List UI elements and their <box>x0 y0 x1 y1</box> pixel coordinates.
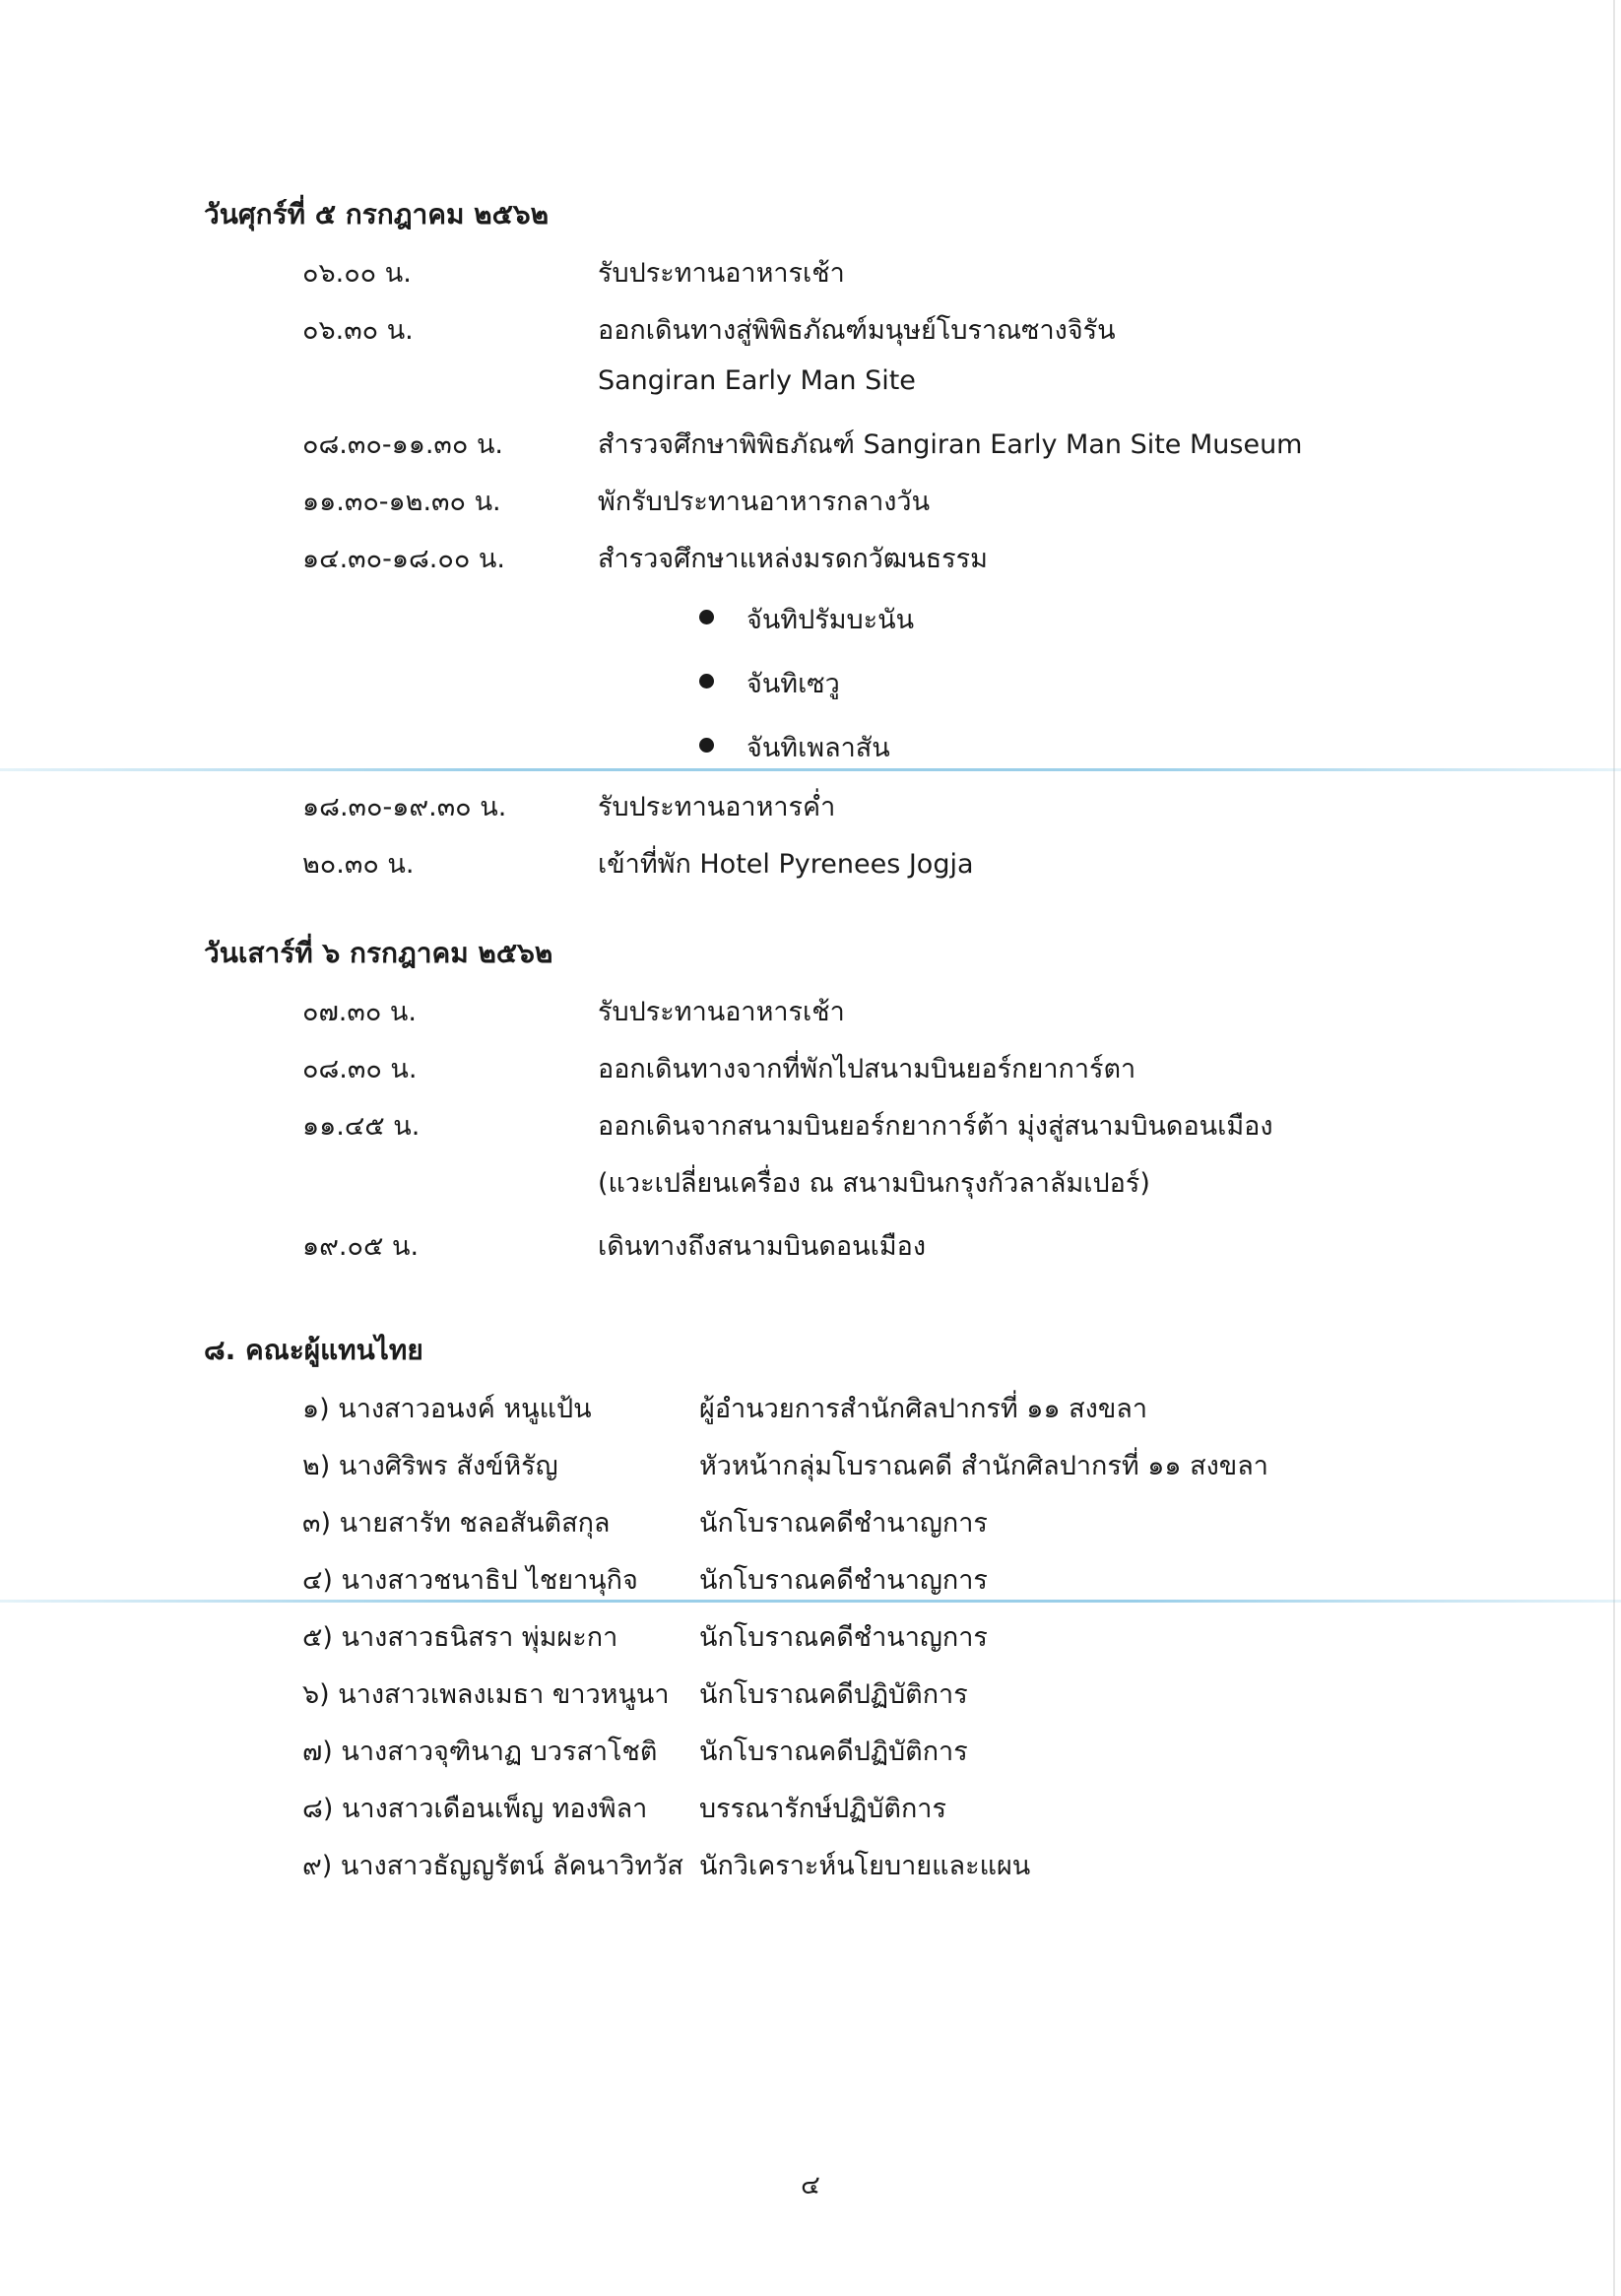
schedule-time: ๐๗.๓๐ น. <box>302 997 417 1027</box>
member-name: ๗) นางสาวจุฑินาฏ บวรสาโชติ <box>302 1737 658 1767</box>
member-role: นักโบราณคดีชำนาญการ <box>699 1508 988 1539</box>
schedule-time: ๑๙.๐๕ น. <box>302 1231 420 1262</box>
member-role: นักโบราณคดีปฏิบัติการ <box>699 1737 968 1767</box>
page-number: ๔ <box>801 2171 820 2200</box>
member-role: นักโบราณคดีชำนาญการ <box>699 1565 988 1596</box>
schedule-activity: รับประทานอาหารค่ำ <box>598 792 836 822</box>
member-role: บรรณารักษ์ปฏิบัติการ <box>699 1794 946 1824</box>
schedule-time: ๐๘.๓๐ น. <box>302 1054 418 1084</box>
schedule-activity: สำรวจศึกษาแหล่งมรดกวัฒนธรรม <box>598 544 988 574</box>
member-role: นักวิเคราะห์นโยบายและแผน <box>699 1851 1031 1881</box>
member-name: ๓) นายสารัท ชลอสันติสกุล <box>302 1508 611 1539</box>
schedule-time: ๑๑.๓๐-๑๒.๓๐ น. <box>302 487 501 517</box>
member-name: ๔) นางสาวชนาธิป ไชยานุกิจ <box>302 1565 638 1596</box>
bullet-dot-icon <box>699 738 714 753</box>
schedule-time: ๐๖.๓๐ น. <box>302 315 414 346</box>
schedule-time: ๑๘.๓๐-๑๙.๓๐ น. <box>302 792 507 822</box>
member-name: ๙) นางสาวธัญญรัตน์ ลัคนาวิทวัส <box>302 1851 683 1881</box>
member-name: ๑) นางสาวอนงค์ หนูแป้น <box>302 1394 592 1424</box>
bullet-item: จันทิเพลาสัน <box>746 733 890 763</box>
bullet-dot-icon <box>699 610 714 624</box>
day1-heading: วันศุกร์ที่ ๕ กรกฎาคม ๒๕๖๒ <box>204 198 550 230</box>
day2-heading: วันเสาร์ที่ ๖ กรกฎาคม ๒๕๖๒ <box>204 937 553 969</box>
member-name: ๖) นางสาวเพลงเมธา ขาวหนูนา <box>302 1679 670 1710</box>
schedule-time: ๐๖.๐๐ น. <box>302 258 412 289</box>
member-role: นักโบราณคดีชำนาญการ <box>699 1622 988 1653</box>
schedule-activity: ออกเดินจากสนามบินยอร์กยาการ์ต้า มุ่งสู่สนามบินดอนเมือง <box>598 1111 1273 1142</box>
delegation-heading: ๘. คณะผู้แทนไทย <box>204 1334 423 1366</box>
member-role: ผู้อำนวยการสำนักศิลปากรที่ ๑๑ สงขลา <box>699 1394 1147 1424</box>
schedule-activity: พักรับประทานอาหารกลางวัน <box>598 487 931 517</box>
scan-artifact-line <box>0 768 1621 771</box>
schedule-activity: ออกเดินทางสู่พิพิธภัณฑ์มนุษย์โบราณซางจิรัน <box>598 315 1116 346</box>
member-name: ๕) นางสาวธนิสรา พุ่มผะกา <box>302 1622 618 1653</box>
schedule-time: ๒๐.๓๐ น. <box>302 849 415 880</box>
member-name: ๒) นางศิริพร สังข์หิรัญ <box>302 1451 558 1481</box>
schedule-activity: ออกเดินทางจากที่พักไปสนามบินยอร์กยาการ์ตา <box>598 1054 1136 1084</box>
schedule-activity: รับประทานอาหารเช้า <box>598 258 845 289</box>
schedule-activity: เดินทางถึงสนามบินดอนเมือง <box>598 1231 927 1262</box>
page-edge <box>1613 0 1615 2296</box>
schedule-activity-continued: Sangiran Early Man Site <box>598 365 916 396</box>
bullet-dot-icon <box>699 674 714 689</box>
member-role: นักโบราณคดีปฏิบัติการ <box>699 1679 968 1710</box>
schedule-time: ๐๘.๓๐-๑๑.๓๐ น. <box>302 429 503 460</box>
schedule-time: ๑๔.๓๐-๑๘.๐๐ น. <box>302 544 505 574</box>
bullet-item: จันทิเซวู <box>746 669 840 699</box>
schedule-time: ๑๑.๔๕ น. <box>302 1111 421 1142</box>
member-role: หัวหน้ากลุ่มโบราณคดี สำนักศิลปากรที่ ๑๑ สงขลา <box>699 1451 1268 1481</box>
schedule-activity-continued: (แวะเปลี่ยนเครื่อง ณ สนามบินกรุงกัวลาลัมเปอร์) <box>598 1168 1150 1199</box>
schedule-activity: สำรวจศึกษาพิพิธภัณฑ์ Sangiran Early Man Site Museum <box>598 429 1303 460</box>
schedule-activity: รับประทานอาหารเช้า <box>598 997 845 1027</box>
schedule-activity: เข้าที่พัก Hotel Pyrenees Jogja <box>598 849 974 880</box>
member-name: ๘) นางสาวเดือนเพ็ญ ทองพิลา <box>302 1794 648 1824</box>
bullet-item: จันทิปรัมบะนัน <box>746 605 915 635</box>
